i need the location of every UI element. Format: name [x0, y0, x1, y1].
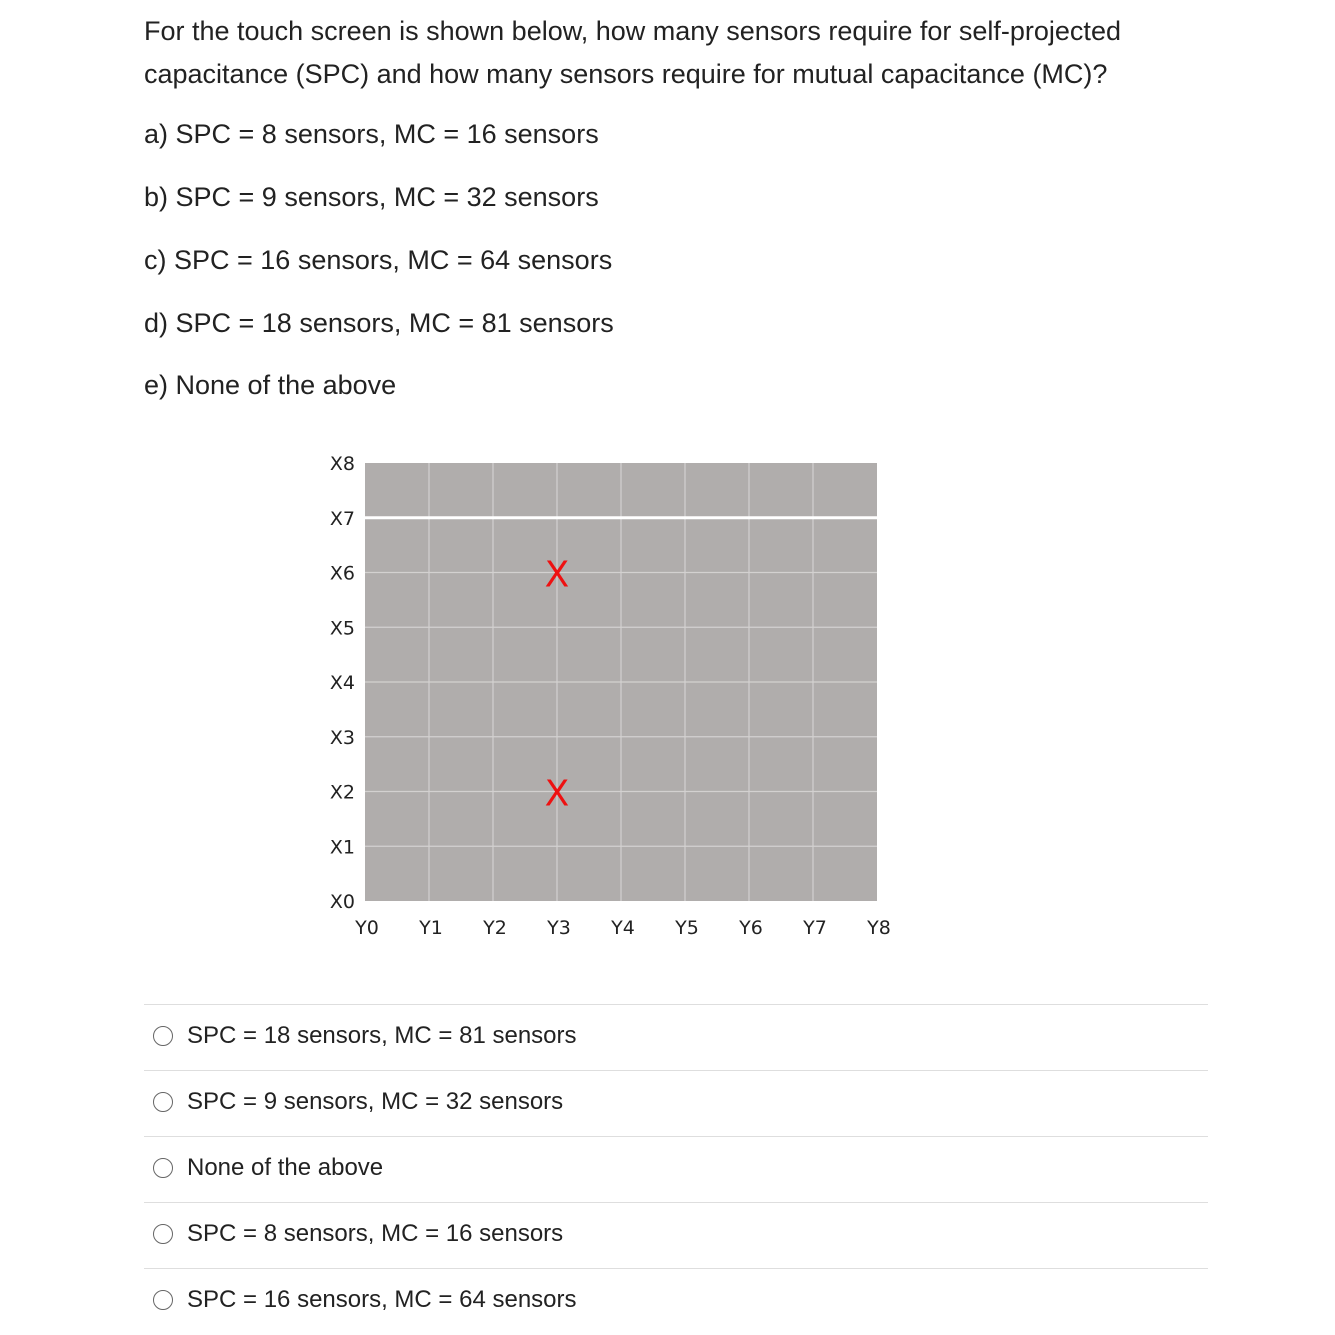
choice-d: d) SPC = 18 sensors, MC = 81 sensors: [144, 308, 614, 338]
y-axis-label: Y5: [675, 917, 699, 939]
y-axis-label: Y2: [483, 917, 507, 939]
option-label: None of the above: [187, 1154, 384, 1181]
option-label: SPC = 8 sensors, MC = 16 sensors: [187, 1220, 564, 1247]
y-axis-label: Y7: [803, 917, 827, 939]
y-axis-label: Y4: [611, 917, 635, 939]
option-label: SPC = 9 sensors, MC = 32 sensors: [187, 1088, 564, 1115]
choice-b: b) SPC = 9 sensors, MC = 32 sensors: [144, 182, 599, 212]
option-row[interactable]: [144, 1202, 1208, 1268]
x-axis-label: X4: [329, 672, 355, 694]
x-axis-label: X1: [329, 836, 355, 859]
answer-options: [144, 1004, 1208, 1334]
choice-c: c) SPC = 16 sensors, MC = 64 sensors: [144, 245, 613, 275]
radio-button[interactable]: [153, 1158, 173, 1178]
x-axis-label: X7: [329, 507, 355, 530]
option-label: SPC = 16 sensors, MC = 64 sensors: [187, 1286, 577, 1313]
touch-marker: X: [544, 554, 570, 596]
choice-e: e) None of the above: [144, 370, 397, 400]
option-row[interactable]: [144, 1070, 1208, 1136]
sensor-grid-diagram: [300, 440, 920, 960]
touch-screen-figure: [300, 440, 920, 960]
radio-button[interactable]: [153, 1224, 173, 1244]
x-axis-label: X3: [329, 726, 355, 749]
touch-marker: X: [544, 773, 570, 815]
y-axis-label: Y3: [547, 917, 571, 939]
option-row[interactable]: [144, 1004, 1208, 1070]
x-axis-label: X2: [329, 781, 355, 804]
x-axis-label: X8: [329, 453, 355, 475]
y-axis-label: Y8: [867, 917, 891, 939]
radio-button[interactable]: [153, 1092, 173, 1112]
x-axis-label: X5: [329, 617, 355, 640]
choice-a: a) SPC = 8 sensors, MC = 16 sensors: [144, 119, 599, 149]
question-text: For the touch screen is shown below, how many sensors require for self-projected capacitance (SPC) and how many sensors require for mutual capacitance (MC)?: [144, 16, 1121, 89]
radio-button[interactable]: [153, 1290, 173, 1310]
y-axis-label: Y6: [739, 917, 763, 939]
radio-button[interactable]: [153, 1026, 173, 1046]
x-axis-label: X0: [329, 891, 355, 913]
y-axis-label: Y0: [355, 917, 379, 939]
option-row[interactable]: [144, 1136, 1208, 1202]
x-axis-label: X6: [329, 562, 355, 585]
option-label: SPC = 18 sensors, MC = 81 sensors: [187, 1022, 577, 1049]
y-axis-label: Y1: [419, 917, 443, 939]
option-row[interactable]: [144, 1268, 1208, 1334]
